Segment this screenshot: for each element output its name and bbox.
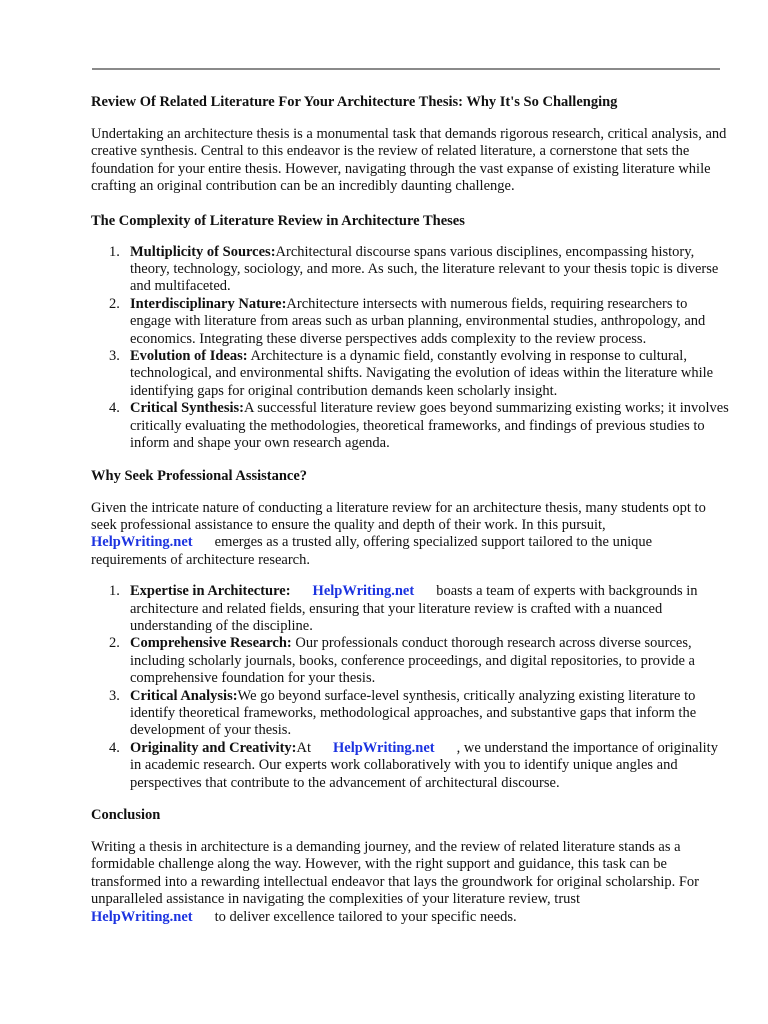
list-item: 1. Multiplicity of Sources:Architectural discourse spans various disciplines, encompassing history, theory, technology, sociology, and more. As such, the literature relevant to your thesis topic is diverse and multifaceted. bbox=[109, 243, 719, 295]
helpwriting-link[interactable]: HelpWriting.net bbox=[332, 739, 435, 756]
list-item: 2. Interdisciplinary Nature:Architecture intersects with numerous fields, requiring researchers to engage with literature from areas such as urban planning, environmental studies, anthropology, and economics. Integrating these diverse perspectives adds complexity to the review process. bbox=[109, 295, 706, 347]
list-item: 4. Critical Synthesis:A successful literature review goes beyond summarizing existing works; it involves critically evaluating the methodologies, theoretical frameworks, and findings of previous studies to inform and shape your own research agenda. bbox=[109, 400, 729, 452]
intro-paragraph: Undertaking an architecture thesis is a monumental task that demands rigorous research, critical analysis, and creative synthesis. Central to this endeavor is the review of related literature, a cornerstone that sets the foundation for your entire thesis. However, navigating through the vast expanse of existing literature while crafting an original contribution can be an incredibly daunting challenge. bbox=[91, 126, 727, 195]
list-item: 1. Expertise in Architecture: HelpWriting.net boasts a team of experts with backgrounds in architecture and related fields, ensuring that your literature review is crafted with a nuanced understanding of the discipline. bbox=[109, 583, 698, 634]
conclusion-paragraph: Writing a thesis in architecture is a demanding journey, and the review of related literature stands as a formidable challenge along the way. However, with the right support and guidance, this task can be transformed into a rewarding intellectual endeavor that lays the groundwork for original scholarship. For unparalleled assistance in navigating the complexities of your literature review, trust HelpWriting.net to deliver excellence tailored to your specific needs. bbox=[91, 839, 700, 925]
conclusion-heading: Conclusion bbox=[91, 807, 161, 823]
assistance-list bbox=[91, 583, 731, 792]
top-divider bbox=[92, 68, 720, 70]
why-paragraph: Given the intricate nature of conducting a literature review for an architecture thesis, many students opt to seek professional assistance to ensure the quality and depth of their work. In this pursuit, HelpWriting.net emerges as a trusted ally, offering specialized support tailored to the unique requirements of architecture research. bbox=[91, 499, 706, 568]
helpwriting-link[interactable]: HelpWriting.net bbox=[312, 583, 415, 600]
list-item: 2. Comprehensive Research: Our professionals conduct thorough research across diverse sources, including scholarly journals, books, conference proceedings, and digital repositories, to provide a comprehensive foundation for your thesis. bbox=[109, 635, 695, 687]
list-item: 3. Evolution of Ideas: Architecture is a dynamic field, constantly evolving in response to cultural, technological, and environmental shifts. Navigating the evolution of ideas within the literature while identifying gaps for original contribution demands keen scholarly insight. bbox=[109, 348, 714, 399]
why-heading: Why Seek Professional Assistance? bbox=[91, 467, 308, 484]
complexity-list bbox=[91, 244, 731, 453]
complexity-heading: The Complexity of Literature Review in Architecture Theses bbox=[91, 212, 465, 229]
list-item: 3. Critical Analysis:We go beyond surface-level synthesis, critically analyzing existing literature to identify theoretical frameworks, methodological approaches, and substantive gaps that inform the development of your thesis. bbox=[109, 687, 697, 739]
list-item: 4. Originality and Creativity:At HelpWriting.net , we understand the importance of originality in academic research. Our experts work collaboratively with you to identify unique angles and perspectives that contribute to the advancement of architectural discourse. bbox=[109, 739, 718, 791]
document bbox=[91, 88, 731, 926]
helpwriting-link[interactable]: HelpWriting.net bbox=[91, 534, 193, 551]
helpwriting-link[interactable]: HelpWriting.net bbox=[91, 908, 193, 925]
document-title: Review Of Related Literature For Your Architecture Thesis: Why It's So Challenging bbox=[91, 94, 618, 110]
